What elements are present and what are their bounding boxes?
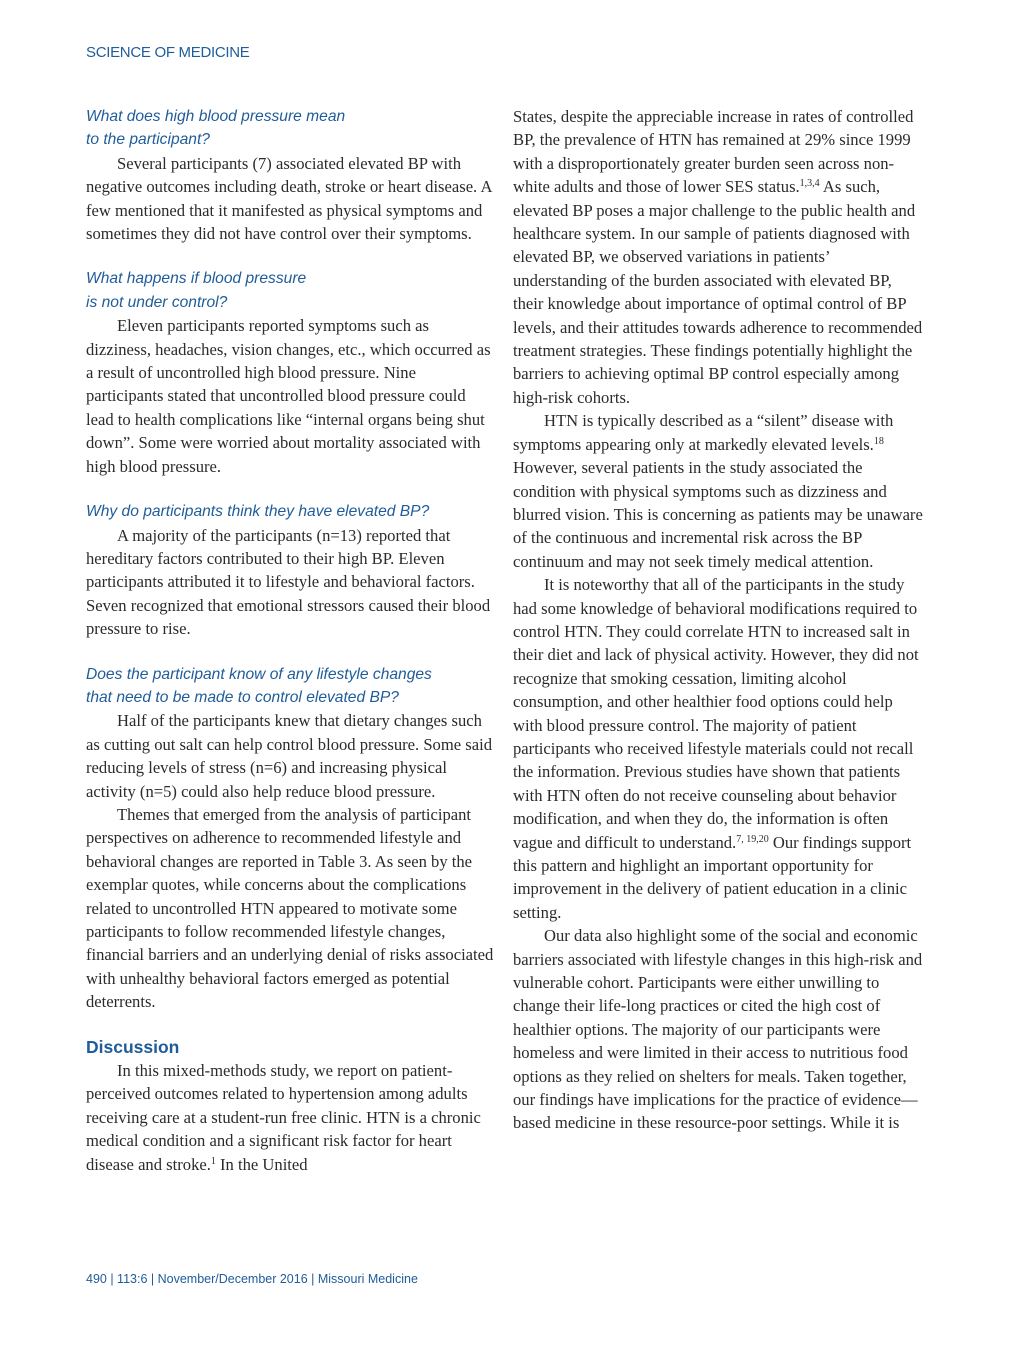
paragraph-barriers: Our data also highlight some of the social and economic barriers associated with lifestyle changes in this high-risk and vulnerable cohort. Participants were either unwilling to change their life-long practices or cited the high cost of healthier options. The majority of our participants were homeless and were limited in their access to nutritious food options as they relied on shelters for meals. Taken together, our findings have implications for the practice of evidence—based medicine in these resource-poor settings. While it is — [513, 926, 923, 1133]
left-column — [86, 105, 496, 1176]
question-heading-lifestyle: Does the participant know of any lifestyle changes that need to be made to control elevated BP? — [86, 665, 432, 706]
paragraph-causes: A majority of the participants (n=13) reported that hereditary factors contributed to their high BP. Eleven participants attributed it to lifestyle and behavioral factors. Seven recognized that emotional stressors caused their blood pressure to rise. — [86, 525, 491, 639]
citation-ref: 1 — [210, 1155, 216, 1167]
citation-ref: 7, 19,20 — [736, 833, 769, 845]
question-heading-uncontrolled: What happens if blood pressure is not under control? — [86, 270, 307, 311]
question-heading-meaning: What does high blood pressure mean to the participant? — [86, 108, 346, 149]
page-footer: 490 | 113:6 | November/December 2016 | Missouri Medicine — [86, 1272, 418, 1286]
right-column — [513, 105, 925, 1135]
question-heading-causes: Why do participants think they have elevated BP? — [86, 503, 430, 521]
discussion-heading: Discussion — [86, 1036, 180, 1057]
paragraph-themes: Themes that emerged from the analysis of participant perspectives on adherence to recommended lifestyle and behavioral changes are reported in Table 3. As seen by the exemplar quotes, while concerns about the complications related to uncontrolled HTN appeared to motivate some participants to follow recommended lifestyle changes, financial barriers and an underlying denial of risks associated with unhealthy behavioral factors emerged as potential deterrents. — [86, 804, 494, 1012]
paragraph-discussion: In this mixed-methods study, we report on patient-perceived outcomes related to hypertension among adults receiving care at a student-run free clinic. HTN is a chronic medical condition and a significant risk factor for heart disease and stroke.$^1$ In the United — [86, 1061, 481, 1174]
paragraph-behavioral-knowledge: It is noteworthy that all of the participants in the study had some knowledge of behavioral modifications required to control HTN. They could correlate HTN to increased salt in their diet and lack of physical activity. However, they did not recognize that smoking cessation, limiting alcohol consumption, and other healthier food options could help with blood pressure control. The majority of patient participants who received lifestyle materials could not recall the information. Previous studies have shown that patients with HTN often do not receive counseling about behavior modification, and when they do, the information is often vague and difficult to understand.$^{7, 19,20}$ Our findings support this pattern and highlight an important opportunity for improvement in the delivery of patient education in a clinic setting. — [513, 575, 919, 922]
paragraph-uncontrolled: Eleven participants reported symptoms such as dizziness, headaches, vision changes, etc., which occurred as a result of uncontrolled high blood pressure. Nine participants stated that uncontrolled blood pressure could lead to health complications like “internal organs being shut down”. Some were worried about mortality associated with high blood pressure. — [86, 316, 491, 476]
citation-ref: 18 — [873, 435, 884, 447]
paragraph-lifestyle: Half of the participants knew that dietary changes such as cutting out salt can help control blood pressure. Some said reducing levels of stress (n=6) and increasing physical activity (n=5) could also help reduce blood pressure. — [86, 711, 493, 801]
running-head: SCIENCE OF MEDICINE — [86, 44, 250, 61]
paragraph-continued: States, despite the appreciable increase in rates of controlled BP, the prevalence of HTN has remained at 29% since 1999 with a disproportionately greater burden seen across non-white adults and those of lower SES status.$^{1,3,4}$ As such, elevated BP poses a major challenge to the public health and healthcare system. In our sample of patients diagnosed with elevated BP, we observed variations in patients’ understanding of the burden associated with elevated BP, their knowledge about importance of optimal control of BP levels, and their attitudes towards adherence to recommended treatment strategies. These findings potentially highlight the barriers to achieving optimal BP control especially among high-risk cohorts. — [513, 107, 923, 407]
citation-ref: 1,3,4 — [799, 178, 820, 190]
paragraph-silent-disease: HTN is typically described as a “silent” disease with symptoms appearing only at markedly elevated levels.$^{18}$ However, several patients in the study associated the condition with physical symptoms such as dizziness and blurred vision. This is concerning as patients may be unaware of the continuous and incremental risk across the BP continuum and may not seek timely medical attention. — [513, 411, 923, 571]
paragraph-meaning: Several participants (7) associated elevated BP with negative outcomes including death, stroke or heart disease. A few mentioned that it manifested as physical symptoms and sometimes they did not have control over their symptoms. — [86, 153, 492, 244]
